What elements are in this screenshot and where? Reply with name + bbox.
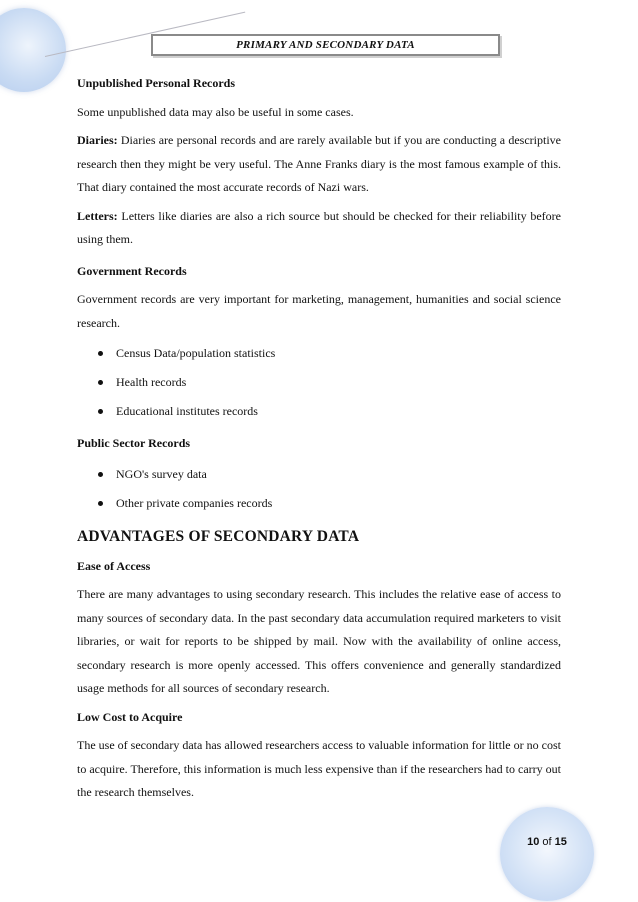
section-heading-advantages: ADVANTAGES OF SECONDARY DATA [77,527,360,545]
subheading-ease-of-access: Ease of Access [77,558,151,573]
corner-decoration-circle [0,8,66,92]
bullet-icon [98,380,103,385]
bullet-icon [98,351,103,356]
letters-label: Letters: [77,208,118,223]
list-item: Other private companies records [77,490,561,519]
letters-text: Letters like diaries are also a rich source but should be checked for their reliability before using them. [77,208,561,246]
header-title: PRIMARY AND SECONDARY DATA [236,39,415,51]
paragraph-low-cost: The use of secondary data has allowed researchers access to valuable information for little or no cost to acquire. Therefore, this information is much less expensive than if the researchers had to carry out the research themselves. [77,738,561,799]
section-heading-public-sector: Public Sector Records [77,436,191,450]
subheading-low-cost: Low Cost to Acquire [77,709,183,724]
paragraph-letters [77,205,561,252]
list-item: Educational institutes records [77,398,561,427]
page-current: 10 [527,836,540,848]
diaries-text: Diaries are personal records and are rarely available but if you are conducting a descriptive research then they might be very useful. The Anne Franks diary is the most famous example of this. That diary contained the most accurate records of Nazi wars. [77,133,561,194]
page-of: of [542,836,552,848]
public-sector-list [77,461,561,519]
government-list [77,340,561,427]
diaries-label: Diaries: [77,133,118,147]
document-body [77,72,561,805]
page-total: 15 [554,836,567,848]
paragraph-diaries [77,129,561,200]
page-number-circle [500,807,594,901]
page-number [500,836,594,848]
bullet-icon [98,501,103,506]
running-header [151,34,500,56]
section-heading-government: Government Records [77,263,187,278]
paragraph-ease-of-access: There are many advantages to using secondary research. This includes the relative ease of access to many sources of secondary data. In the past secondary data accumulation required marketers to visit libraries, or wait for reports to be shipped by mail. Now with the availability of online access, secondary research is more openly accessed. This offers convenience and generally standardized usage methods for all sources of secondary research. [77,587,561,695]
bullet-icon [98,409,103,414]
paragraph-government: Government records are very important for marketing, management, humanities and social science research. [77,292,561,330]
paragraph-unpublished-intro: Some unpublished data may also be useful in some cases. [77,104,354,119]
section-heading-unpublished: Unpublished Personal Records [77,76,236,90]
list-item: Health records [77,369,561,398]
list-item: NGO's survey data [77,461,561,490]
list-item: Census Data/population statistics [77,340,561,369]
bullet-icon [98,472,103,477]
